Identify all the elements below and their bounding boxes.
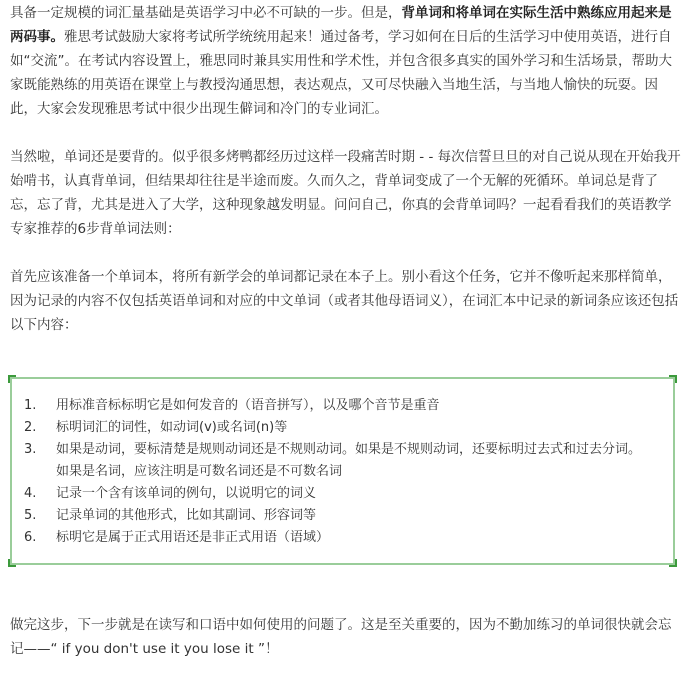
list-item-number: 1. bbox=[24, 398, 37, 413]
list-item-text: 标明它是属于正式用语还是非正式用语（语域） bbox=[56, 530, 330, 545]
list-item bbox=[24, 395, 653, 417]
list-item-text: 记录单词的其他形式，比如其副词、形容词等 bbox=[56, 508, 317, 523]
list-item-number: 3. bbox=[24, 442, 37, 457]
third-paragraph: 首先应该准备一个单词本，将所有新学会的单词都记录在本子上。别小看这个任务，它并不像听起来那样简单，因为记录的内容不仅包括英语单词和对应的中文单词（或者其他母语词义），在词汇本中记录的新词条应该还包括以下内容： bbox=[10, 269, 679, 333]
list-item-text: 如果是动词，要标清楚是规则动词还是不规则动词。如果是不规则动词，还要标明过去式和过去分词。如果是名词，应该注明是可数名词还是不可数名词 bbox=[56, 442, 642, 479]
list-item bbox=[24, 505, 653, 527]
second-paragraph: 当然啦，单词还是要背的。似乎很多烤鸭都经历过这样一段痛苦时期 - - 每次信誓旦旦的对自己说从现在开始我开始啃书，认真背单词，但结果却往往是半途而废。久而久之，背单词变成了一个无解的死循环。单词总是背了忘，忘了背，尤其是进入了大学，这种现象越发明显。问问自己，你真的会背单词吗？一起看看我们的英语教学专家推荐的6步背单词法则： bbox=[10, 149, 681, 237]
word-notes-list bbox=[12, 395, 673, 549]
list-item-number: 6. bbox=[24, 530, 37, 545]
paragraph-spacer bbox=[10, 241, 682, 265]
notes-box bbox=[10, 377, 675, 565]
paragraph-spacer bbox=[10, 121, 682, 145]
intro-paragraph bbox=[10, 0, 682, 121]
paragraph-spacer bbox=[10, 337, 682, 361]
list-item-number: 4. bbox=[24, 486, 37, 501]
list-item-number: 2. bbox=[24, 420, 37, 435]
list-item-text: 标明词汇的词性，如动词(v)或名词(n)等 bbox=[56, 420, 288, 435]
box-corner-bottom-right bbox=[669, 559, 677, 567]
intro-text-b: 雅思考试鼓励大家将考试所学统统用起来！通过备考，学习如何在日后的生活学习中使用英语，进行自如“交流”。在考试内容设置上，雅思同时兼具实用性和学术性，并包含很多真实的国外学习和生活场景，帮助大家既能熟练的用英语在课堂上与教授沟通思想，表达观点，又可尽快融入当地生活，与当地人愉快的玩耍。因此，大家会发现雅思考试中很少出现生僻词和冷门的专业词汇。 bbox=[10, 29, 672, 117]
list-item bbox=[24, 527, 653, 549]
paragraph-spacer bbox=[10, 565, 682, 613]
list-item bbox=[24, 483, 653, 505]
intro-text-a: 具备一定规模的词汇量基础是英语学习中必不可缺的一步。但是， bbox=[10, 5, 402, 21]
box-corner-bottom-left bbox=[8, 559, 16, 567]
list-item bbox=[24, 439, 653, 483]
closing-paragraph: 做完这步，下一步就是在读写和口语中如何使用的问题了。这是至关重要的，因为不勤加练习的单词很快就会忘记——“ if you don't use it you lose it ”！ bbox=[10, 617, 672, 657]
list-item bbox=[24, 417, 653, 439]
list-item-number: 5. bbox=[24, 508, 37, 523]
list-item-text: 记录一个含有该单词的例句，以说明它的词义 bbox=[56, 486, 317, 501]
box-corner-top-left bbox=[8, 375, 16, 383]
intro-bold-text: 背单词和将单词在实际生活中熟练应用起来是两码事。 bbox=[10, 5, 672, 45]
notes-box-inner bbox=[10, 377, 675, 565]
box-corner-top-right bbox=[669, 375, 677, 383]
list-item-text: 用标准音标标明它是如何发音的（语音拼写），以及哪个音节是重音 bbox=[56, 398, 440, 413]
article-body bbox=[10, 0, 682, 661]
